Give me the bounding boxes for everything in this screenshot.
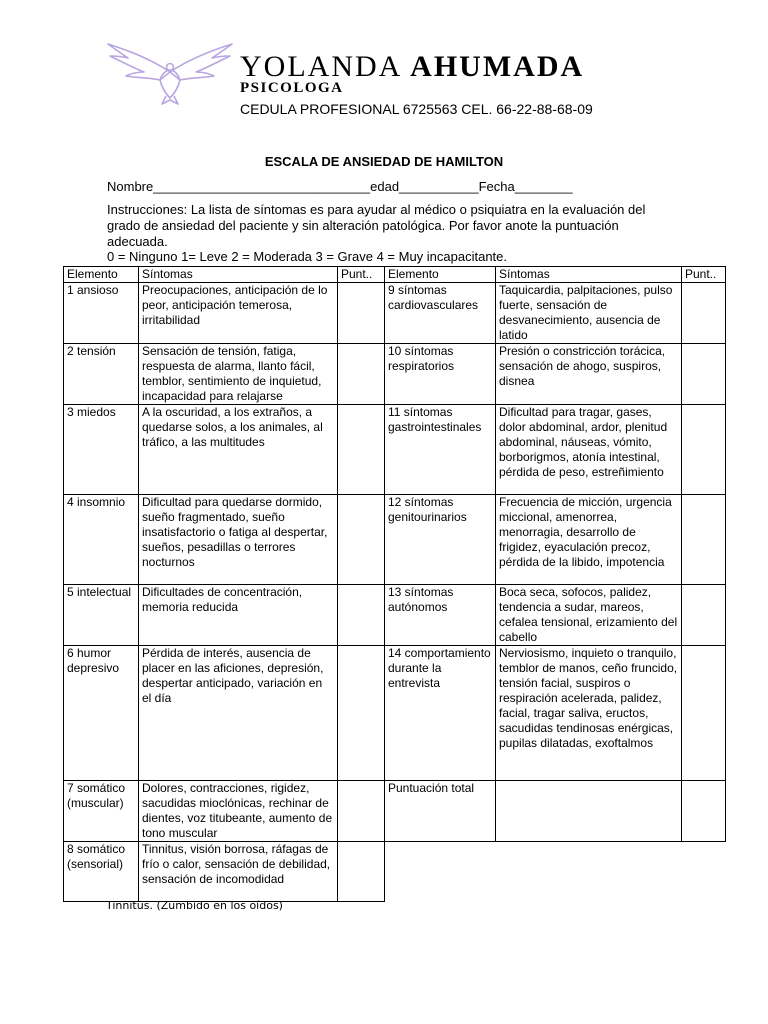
symptoms-table [63,266,726,902]
brand-first-name: YOLANDA [240,50,401,83]
element-cell: 5 intelectual [64,585,139,646]
table-header-row [64,267,726,283]
instructions-text: Instrucciones: La lista de síntomas es para ayudar al médico o psiquiatra en la evaluación del grado de ansiedad del paciente y sin alteración patológica. Por favor anote la puntuación adecuada. [107,202,646,249]
symptom-cell: Tinnitus, visión borrosa, ráfagas de frío o calor, sensación de debilidad, sensación de incomodidad [139,842,338,902]
empty-cell [385,842,496,902]
header-elemento-1: Elemento [64,267,139,283]
element-cell: 2 tensión [64,344,139,405]
score-cell[interactable] [338,585,385,646]
table-row [64,646,726,781]
symptom-cell: A la oscuridad, a los extraños, a quedarse solos, a los animales, al tráfico, a las multitudes [139,405,338,495]
element-cell: 3 miedos [64,405,139,495]
score-cell[interactable] [338,842,385,902]
score-cell[interactable] [338,781,385,842]
table-row [64,842,726,902]
total-label-cell: Puntuación total [385,781,496,842]
empty-cell [496,842,682,902]
header-sintomas-2: Síntomas [496,267,682,283]
symptom-cell: Taquicardia, palpitaciones, pulso fuerte, sensación de desvanecimiento, ausencia de latido [496,283,682,344]
symptom-cell: Dificultad para tragar, gases, dolor abdominal, ardor, plenitud abdominal, náuseas, vómito, borborigmos, atonía intestinal, pérdida de peso, estreñimiento [496,405,682,495]
total-blank-cell [496,781,682,842]
element-cell: 13 síntomas autónomos [385,585,496,646]
table-row [64,781,726,842]
patient-form-line: Nombre______________________________edad___________Fecha________ [107,179,573,194]
total-score-cell[interactable] [682,781,726,842]
score-cell[interactable] [338,283,385,344]
table-row [64,585,726,646]
symptom-cell: Boca seca, sofocos, palidez, tendencia a sudar, mareos, cefalea tensional, erizamiento del cabello [496,585,682,646]
element-cell: 12 síntomas genitourinarios [385,495,496,585]
element-cell: 6 humor depresivo [64,646,139,781]
table-row [64,283,726,344]
cedula-line: CEDULA PROFESIONAL 6725563 CEL. 66-22-88-68-09 [240,101,593,117]
scale-legend: 0 = Ninguno 1= Leve 2 = Moderada 3 = Grave 4 = Muy incapacitante. [107,249,508,264]
symptom-cell: Dificultad para quedarse dormido, sueño fragmentado, sueño insatisfactorio o fatiga al despertar, sueños, pesadillas o terrores nocturnos [139,495,338,585]
score-cell[interactable] [682,344,726,405]
score-cell[interactable] [682,646,726,781]
element-cell: 7 somático (muscular) [64,781,139,842]
score-cell[interactable] [682,405,726,495]
score-cell[interactable] [682,283,726,344]
element-cell: 14 comportamiento durante la entrevista [385,646,496,781]
header-sintomas-1: Síntomas [139,267,338,283]
header-elemento-2: Elemento [385,267,496,283]
table-row [64,344,726,405]
score-cell[interactable] [682,495,726,585]
symptom-cell: Pérdida de interés, ausencia de placer en las aficiones, depresión, despertar anticipado, variación en el día [139,646,338,781]
footnote: Tinnitus. (Zumbido en los oídos) [106,899,283,912]
element-cell: 4 insomnio [64,495,139,585]
element-cell: 1 ansioso [64,283,139,344]
element-cell: 10 síntomas respiratorios [385,344,496,405]
header-punt-1: Punt.. [338,267,385,283]
symptom-cell: Dolores, contracciones, rigidez, sacudidas mioclónicas, rechinar de dientes, voz titubeante, aumento de tono muscular [139,781,338,842]
score-cell[interactable] [338,495,385,585]
symptom-cell: Preocupaciones, anticipación de lo peor, anticipación temerosa, irritabilidad [139,283,338,344]
score-cell[interactable] [338,344,385,405]
element-cell: 11 síntomas gastrointestinales [385,405,496,495]
symptom-cell: Frecuencia de micción, urgencia miccional, amenorrea, menorragia, desarrollo de frigidez, eyaculación precoz, pérdida de la libido, impotencia [496,495,682,585]
page-title: ESCALA DE ANSIEDAD DE HAMILTON [264,154,504,169]
dove-icon [104,40,236,106]
score-cell[interactable] [682,585,726,646]
brand-last-name: AHUMADA [410,50,585,83]
score-cell[interactable] [338,646,385,781]
symptom-cell: Sensación de tensión, fatiga, respuesta de alarma, llanto fácil, temblor, sentimiento de inquietud, incapacidad para relajarse [139,344,338,405]
header-punt-2: Punt.. [682,267,726,283]
symptom-cell: Dificultades de concentración, memoria reducida [139,585,338,646]
element-cell: 9 síntomas cardiovasculares [385,283,496,344]
element-cell: 8 somático (sensorial) [64,842,139,902]
brand-name [240,50,584,84]
brand-subtitle: PSICOLOGA [240,80,344,96]
table-row [64,495,726,585]
table-row [64,405,726,495]
symptom-cell: Presión o constricción torácica, sensación de ahogo, suspiros, disnea [496,344,682,405]
score-cell[interactable] [338,405,385,495]
symptom-cell: Nerviosismo, inquieto o tranquilo, temblor de manos, ceño fruncido, tensión facial, suspiros o respiración acelerada, palidez, facial, tragar saliva, eructos, sacudidas tendinosas enérgicas, pupilas dilatadas, exoftalmos [496,646,682,781]
empty-cell [682,842,726,902]
